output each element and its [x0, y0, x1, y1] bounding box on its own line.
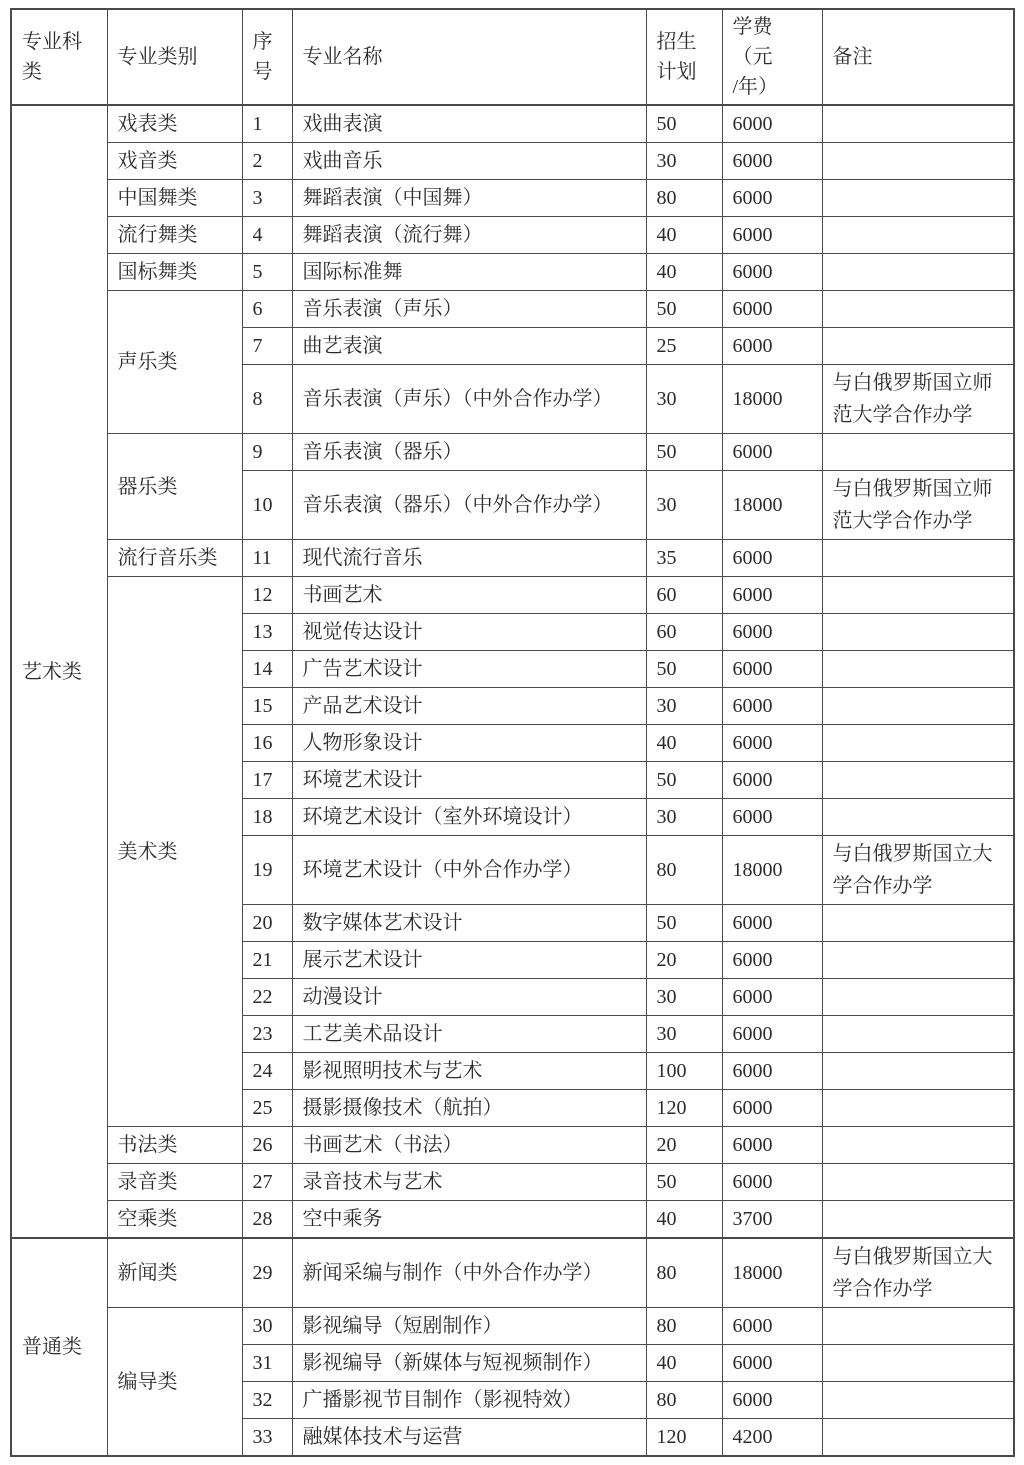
remark-cell: [822, 1090, 1014, 1127]
plan-cell: 20: [646, 942, 722, 979]
remark-cell: [822, 143, 1014, 180]
category-cell: 流行舞类: [107, 217, 242, 254]
category-cell: 流行音乐类: [107, 540, 242, 577]
row-number-cell: 1: [242, 105, 292, 143]
header-remark: 备注: [822, 9, 1014, 105]
remark-cell: [822, 688, 1014, 725]
table-row: [11, 180, 1014, 217]
table-row: [11, 217, 1014, 254]
remark-cell: [822, 762, 1014, 799]
fee-cell: 6000: [722, 180, 822, 217]
header-category: 专业类别: [107, 9, 242, 105]
group-cell-general: 普通类: [11, 1238, 107, 1456]
remark-cell: [822, 434, 1014, 471]
remark-cell: [822, 1053, 1014, 1090]
plan-cell: 40: [646, 1201, 722, 1239]
category-cell: 国标舞类: [107, 254, 242, 291]
row-number-cell: 14: [242, 651, 292, 688]
remark-cell: [822, 540, 1014, 577]
header-plan: 招生计划: [646, 9, 722, 105]
plan-cell: 30: [646, 1016, 722, 1053]
major-name-cell: 曲艺表演: [292, 328, 646, 365]
row-number-cell: 17: [242, 762, 292, 799]
major-name-cell: 国际标准舞: [292, 254, 646, 291]
table-row: [11, 1238, 1014, 1308]
enrollment-plan-table: [10, 8, 1015, 1457]
remark-cell: [822, 905, 1014, 942]
plan-cell: 50: [646, 291, 722, 328]
row-number-cell: 3: [242, 180, 292, 217]
table-row: [11, 434, 1014, 471]
header-fee-line2: /年）: [732, 76, 779, 98]
row-number-cell: 33: [242, 1419, 292, 1457]
fee-cell: 6000: [722, 143, 822, 180]
fee-cell: 6000: [722, 577, 822, 614]
category-cell: 美术类: [107, 577, 242, 1127]
remark-cell: [822, 1016, 1014, 1053]
fee-cell: 18000: [722, 1238, 822, 1308]
plan-cell: 50: [646, 105, 722, 143]
plan-cell: 50: [646, 434, 722, 471]
category-cell: 编导类: [107, 1308, 242, 1457]
remark-cell: [822, 217, 1014, 254]
remark-cell: [822, 577, 1014, 614]
major-name-cell: 影视编导（新媒体与短视频制作）: [292, 1345, 646, 1382]
row-number-cell: 20: [242, 905, 292, 942]
category-cell: 中国舞类: [107, 180, 242, 217]
major-name-cell: 摄影摄像技术（航拍）: [292, 1090, 646, 1127]
plan-cell: 80: [646, 1238, 722, 1308]
fee-cell: 6000: [722, 105, 822, 143]
fee-cell: 6000: [722, 725, 822, 762]
remark-cell: [822, 614, 1014, 651]
row-number-cell: 9: [242, 434, 292, 471]
major-name-cell: 舞蹈表演（流行舞）: [292, 217, 646, 254]
fee-cell: 6000: [722, 1382, 822, 1419]
row-number-cell: 8: [242, 365, 292, 434]
fee-cell: 4200: [722, 1419, 822, 1457]
row-number-cell: 5: [242, 254, 292, 291]
plan-cell: 40: [646, 217, 722, 254]
fee-cell: 6000: [722, 328, 822, 365]
row-number-cell: 25: [242, 1090, 292, 1127]
category-cell: 戏表类: [107, 105, 242, 143]
table-row: [11, 577, 1014, 614]
major-name-cell: 展示艺术设计: [292, 942, 646, 979]
major-name-cell: 视觉传达设计: [292, 614, 646, 651]
fee-cell: 6000: [722, 942, 822, 979]
header-fee-line1: 学费（元: [732, 16, 773, 68]
fee-cell: 18000: [722, 836, 822, 905]
row-number-cell: 22: [242, 979, 292, 1016]
plan-cell: 35: [646, 540, 722, 577]
major-name-cell: 产品艺术设计: [292, 688, 646, 725]
plan-cell: 60: [646, 614, 722, 651]
table-row: [11, 291, 1014, 328]
plan-cell: 30: [646, 688, 722, 725]
major-name-cell: 广告艺术设计: [292, 651, 646, 688]
plan-cell: 50: [646, 905, 722, 942]
table-row: [11, 143, 1014, 180]
header-row: [11, 9, 1014, 105]
category-cell: 声乐类: [107, 291, 242, 434]
row-number-cell: 11: [242, 540, 292, 577]
major-name-cell: 录音技术与艺术: [292, 1164, 646, 1201]
major-name-cell: 书画艺术: [292, 577, 646, 614]
plan-cell: 40: [646, 725, 722, 762]
fee-cell: 18000: [722, 365, 822, 434]
major-name-cell: 音乐表演（声乐）（中外合作办学）: [292, 365, 646, 434]
fee-cell: 6000: [722, 217, 822, 254]
fee-cell: 6000: [722, 651, 822, 688]
fee-cell: 6000: [722, 1127, 822, 1164]
plan-cell: 30: [646, 471, 722, 540]
row-number-cell: 18: [242, 799, 292, 836]
plan-cell: 80: [646, 180, 722, 217]
fee-cell: 6000: [722, 1345, 822, 1382]
major-name-cell: 现代流行音乐: [292, 540, 646, 577]
fee-cell: 6000: [722, 540, 822, 577]
major-name-cell: 人物形象设计: [292, 725, 646, 762]
fee-cell: 18000: [722, 471, 822, 540]
plan-cell: 120: [646, 1419, 722, 1457]
fee-cell: 6000: [722, 254, 822, 291]
category-cell: 戏音类: [107, 143, 242, 180]
table-row: [11, 1127, 1014, 1164]
category-cell: 新闻类: [107, 1238, 242, 1308]
remark-cell: [822, 1164, 1014, 1201]
row-number-cell: 6: [242, 291, 292, 328]
fee-cell: 6000: [722, 434, 822, 471]
major-name-cell: 动漫设计: [292, 979, 646, 1016]
row-number-cell: 32: [242, 1382, 292, 1419]
remark-cell: 与白俄罗斯国立师范大学合作办学: [822, 471, 1014, 540]
major-name-cell: 音乐表演（器乐）: [292, 434, 646, 471]
remark-cell: [822, 328, 1014, 365]
major-name-cell: 影视编导（短剧制作）: [292, 1308, 646, 1345]
plan-cell: 80: [646, 1308, 722, 1345]
major-name-cell: 舞蹈表演（中国舞）: [292, 180, 646, 217]
fee-cell: 6000: [722, 1053, 822, 1090]
row-number-cell: 31: [242, 1345, 292, 1382]
row-number-cell: 29: [242, 1238, 292, 1308]
major-name-cell: 广播影视节目制作（影视特效）: [292, 1382, 646, 1419]
remark-cell: [822, 651, 1014, 688]
remark-cell: [822, 942, 1014, 979]
remark-cell: [822, 291, 1014, 328]
major-name-cell: 戏曲表演: [292, 105, 646, 143]
plan-cell: 50: [646, 651, 722, 688]
category-cell: 书法类: [107, 1127, 242, 1164]
major-name-cell: 戏曲音乐: [292, 143, 646, 180]
row-number-cell: 19: [242, 836, 292, 905]
fee-cell: 6000: [722, 1016, 822, 1053]
group-cell-art: 艺术类: [11, 105, 107, 1238]
remark-cell: [822, 979, 1014, 1016]
remark-cell: [822, 105, 1014, 143]
plan-cell: 40: [646, 1345, 722, 1382]
fee-cell: 6000: [722, 979, 822, 1016]
major-name-cell: 空中乘务: [292, 1201, 646, 1239]
remark-cell: 与白俄罗斯国立大学合作办学: [822, 836, 1014, 905]
header-major-name: 专业名称: [292, 9, 646, 105]
table-row: [11, 1201, 1014, 1239]
table-row: [11, 1164, 1014, 1201]
plan-cell: 60: [646, 577, 722, 614]
row-number-cell: 10: [242, 471, 292, 540]
remark-cell: [822, 1308, 1014, 1345]
fee-cell: 6000: [722, 1308, 822, 1345]
plan-cell: 25: [646, 328, 722, 365]
category-cell: 录音类: [107, 1164, 242, 1201]
header-category-group: 专业科类: [11, 9, 107, 105]
plan-cell: 50: [646, 762, 722, 799]
table-row: [11, 540, 1014, 577]
row-number-cell: 2: [242, 143, 292, 180]
row-number-cell: 30: [242, 1308, 292, 1345]
table-row: [11, 105, 1014, 143]
major-name-cell: 工艺美术品设计: [292, 1016, 646, 1053]
plan-cell: 80: [646, 1382, 722, 1419]
remark-cell: 与白俄罗斯国立师范大学合作办学: [822, 365, 1014, 434]
category-cell: 空乘类: [107, 1201, 242, 1239]
row-number-cell: 16: [242, 725, 292, 762]
fee-cell: 6000: [722, 614, 822, 651]
fee-cell: 6000: [722, 799, 822, 836]
row-number-cell: 21: [242, 942, 292, 979]
plan-cell: 80: [646, 836, 722, 905]
plan-cell: 40: [646, 254, 722, 291]
fee-cell: 3700: [722, 1201, 822, 1239]
fee-cell: 6000: [722, 291, 822, 328]
row-number-cell: 15: [242, 688, 292, 725]
plan-cell: 100: [646, 1053, 722, 1090]
plan-cell: 20: [646, 1127, 722, 1164]
header-fee: [722, 9, 822, 105]
plan-cell: 30: [646, 365, 722, 434]
remark-cell: [822, 725, 1014, 762]
table-row: [11, 254, 1014, 291]
remark-cell: 与白俄罗斯国立大学合作办学: [822, 1238, 1014, 1308]
remark-cell: [822, 1382, 1014, 1419]
category-cell: 器乐类: [107, 434, 242, 540]
remark-cell: [822, 1201, 1014, 1239]
major-name-cell: 新闻采编与制作（中外合作办学）: [292, 1238, 646, 1308]
fee-cell: 6000: [722, 688, 822, 725]
major-name-cell: 环境艺术设计: [292, 762, 646, 799]
major-name-cell: 影视照明技术与艺术: [292, 1053, 646, 1090]
major-name-cell: 环境艺术设计（中外合作办学）: [292, 836, 646, 905]
row-number-cell: 7: [242, 328, 292, 365]
remark-cell: [822, 254, 1014, 291]
row-number-cell: 4: [242, 217, 292, 254]
row-number-cell: 26: [242, 1127, 292, 1164]
fee-cell: 6000: [722, 905, 822, 942]
row-number-cell: 24: [242, 1053, 292, 1090]
plan-cell: 30: [646, 979, 722, 1016]
remark-cell: [822, 1127, 1014, 1164]
row-number-cell: 13: [242, 614, 292, 651]
major-name-cell: 音乐表演（器乐）（中外合作办学）: [292, 471, 646, 540]
fee-cell: 6000: [722, 762, 822, 799]
table-row: [11, 1308, 1014, 1345]
major-name-cell: 融媒体技术与运营: [292, 1419, 646, 1457]
row-number-cell: 28: [242, 1201, 292, 1239]
major-name-cell: 数字媒体艺术设计: [292, 905, 646, 942]
row-number-cell: 23: [242, 1016, 292, 1053]
major-name-cell: 音乐表演（声乐）: [292, 291, 646, 328]
fee-cell: 6000: [722, 1164, 822, 1201]
plan-cell: 50: [646, 1164, 722, 1201]
plan-cell: 30: [646, 143, 722, 180]
row-number-cell: 27: [242, 1164, 292, 1201]
major-name-cell: 书画艺术（书法）: [292, 1127, 646, 1164]
plan-cell: 120: [646, 1090, 722, 1127]
remark-cell: [822, 180, 1014, 217]
remark-cell: [822, 799, 1014, 836]
plan-cell: 30: [646, 799, 722, 836]
header-no: 序号: [242, 9, 292, 105]
fee-cell: 6000: [722, 1090, 822, 1127]
remark-cell: [822, 1345, 1014, 1382]
remark-cell: [822, 1419, 1014, 1457]
major-name-cell: 环境艺术设计（室外环境设计）: [292, 799, 646, 836]
row-number-cell: 12: [242, 577, 292, 614]
